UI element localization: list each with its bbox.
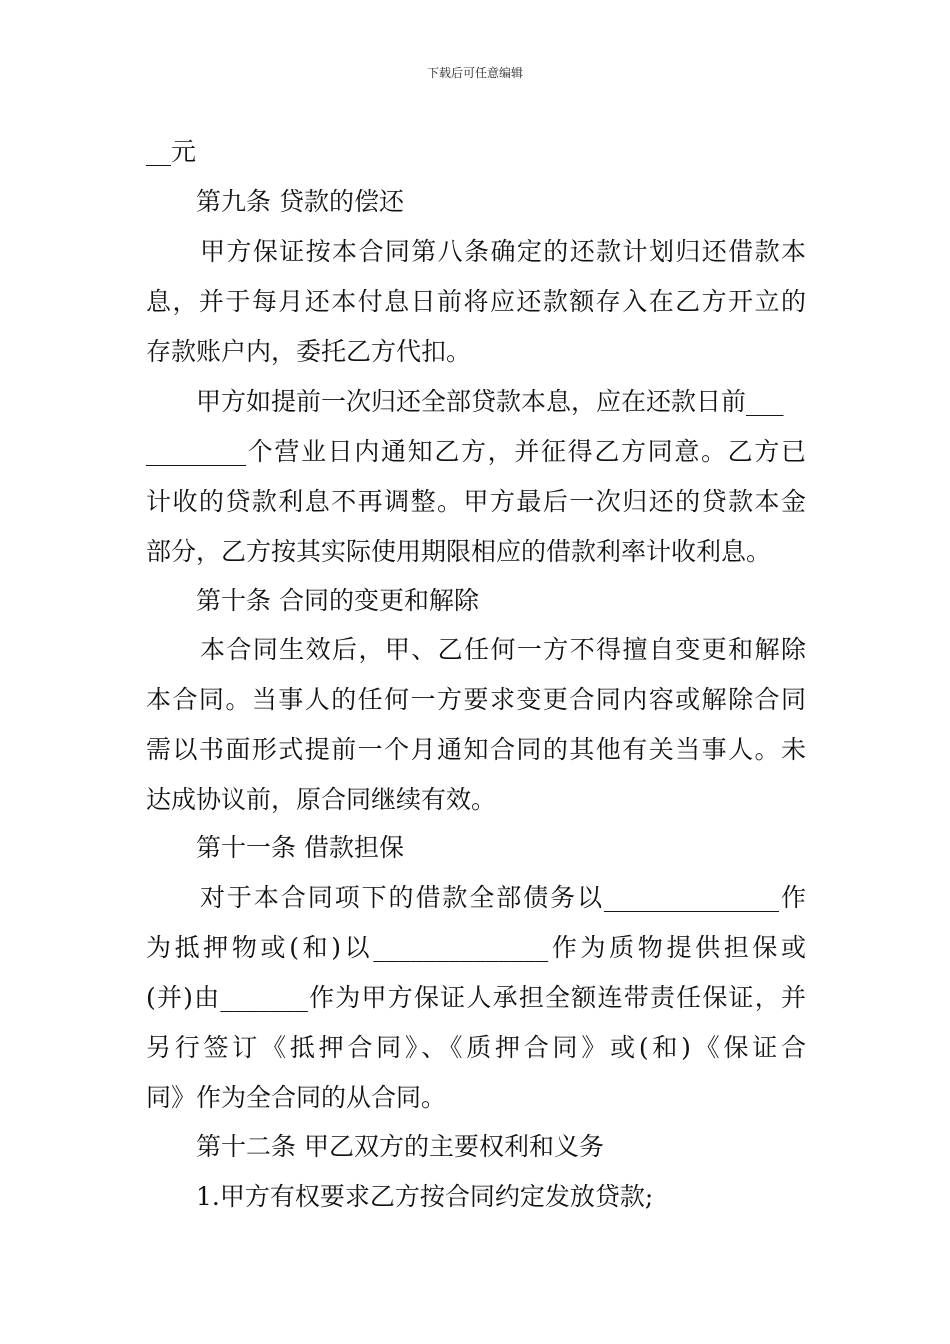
article-9-paragraph-2-line-4: 部分，乙方按其实际使用期限相应的借款利率计收利息。 [146,537,772,566]
article-10-heading: 第十条 合同的变更和解除 [196,586,479,615]
article-9-paragraph-2-line-2: ________个营业日内通知乙方，并征得乙方同意。乙方已 [146,437,806,466]
article-9-paragraph-2-line-3: 计收的贷款利息不再调整。甲方最后一次归还的贷款本金 [146,487,806,516]
article-12-item-1: 1.甲方有权要求乙方按合同约定发放贷款; [196,1182,654,1211]
article-11-paragraph-line-3: (并)由_______作为甲方保证人承担全额连带责任保证，并 [146,983,806,1012]
article-9-paragraph-2-line-1: 甲方如提前一次归还全部贷款本息，应在还款日前___ [196,387,784,416]
article-11-paragraph-line-4: 另行签订《抵押合同》、《质押合同》或(和)《保证合 [146,1033,806,1062]
article-11-paragraph-line-5: 同》作为全合同的从合同。 [146,1083,447,1112]
header-note: 下载后可任意编辑 [426,66,523,80]
article-10-paragraph-line-1: 本合同生效后，甲、乙任何一方不得擅自变更和解除 [200,635,806,664]
article-9-paragraph-1-line-1: 甲方保证按本合同第八条确定的还款计划归还借款本 [200,237,806,266]
article-10-paragraph-line-4: 达成协议前，原合同继续有效。 [146,785,497,814]
article-9-paragraph-1-line-3: 存款账户内，委托乙方代扣。 [146,337,472,366]
article-10-paragraph-line-3: 需以书面形式提前一个月通知合同的其他有关当事人。未 [146,735,806,764]
article-12-heading: 第十二条 甲乙双方的主要权利和义务 [196,1132,604,1161]
article-11-paragraph-line-2: 为抵押物或(和)以______________作为质物提供担保或 [146,933,806,962]
article-10-paragraph-line-2: 本合同。当事人的任何一方要求变更合同内容或解除合同 [146,685,806,714]
article-9-heading: 第九条 贷款的偿还 [196,187,404,216]
amount-unit-line: __元 [146,137,197,166]
article-11-paragraph-line-1: 对于本合同项下的借款全部债务以______________作 [200,883,806,912]
article-9-paragraph-1-line-2: 息，并于每月还本付息日前将应还款额存入在乙方开立的 [146,287,806,316]
article-11-heading: 第十一条 借款担保 [196,833,404,862]
